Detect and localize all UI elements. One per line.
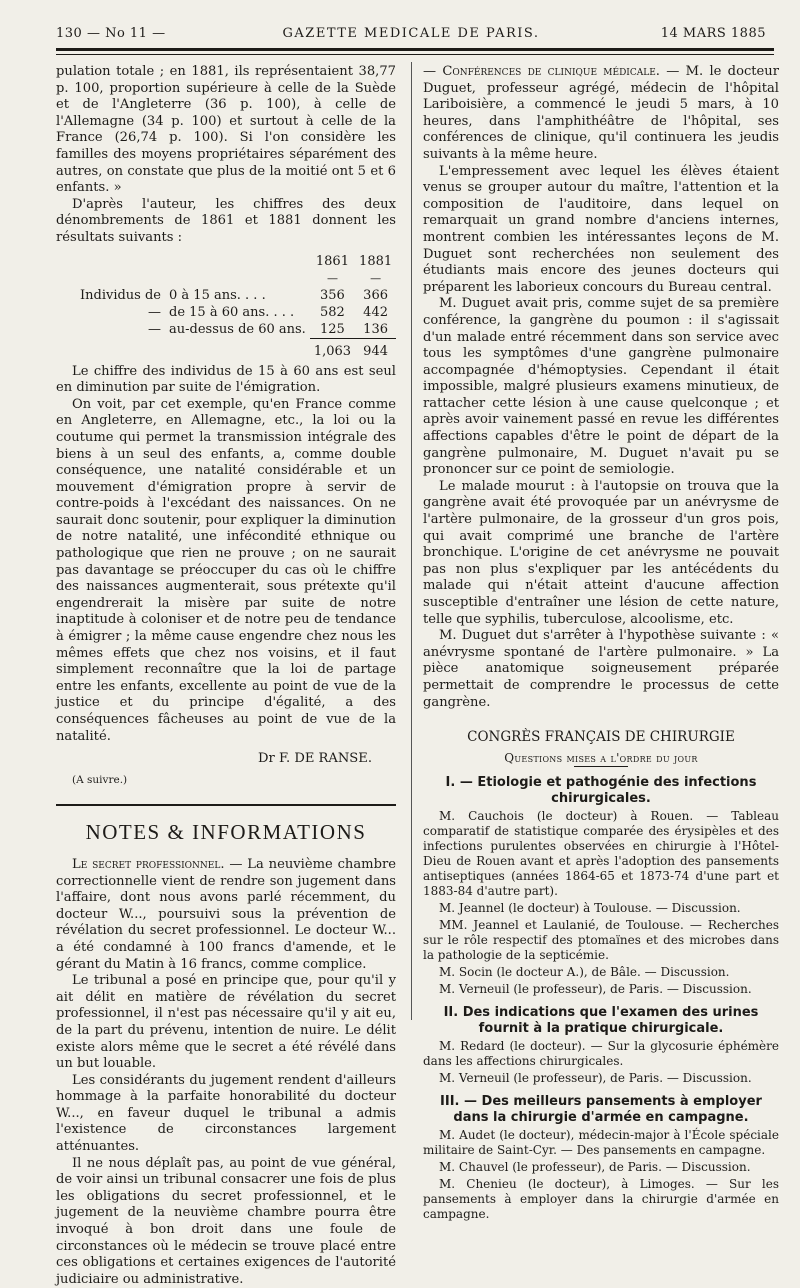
header-rule-thick <box>56 48 774 51</box>
table-row: — de 15 à 60 ans. . . . 582 442 <box>148 304 388 320</box>
paragraph: D'après l'auteur, les chiffres des deux dénombrements de 1861 et 1881 donnent les résultats suivants : <box>56 196 396 245</box>
paragraph: Le tribunal a posé en principe que, pour qu'il y ait délit en matière de révélation du secret professionnel, il n'est pas nécessaire qu'il y ait eu, de la part du prévenu, intention de nuire. Le délit existe alors même que le secret a été révélé dans un but louable. <box>56 973 396 1072</box>
questions-subtitle: Questions mises a l'ordre du jour <box>504 750 698 765</box>
left-column <box>56 64 396 1288</box>
question-title: II. Des indications que l'examen des urines fournit à la pratique chirurgicale. <box>443 1005 759 1037</box>
paragraph-lead: Le secret professionnel. <box>72 856 225 872</box>
page-number: 130 — No 11 — <box>56 26 166 41</box>
list-item: M. Audet (le docteur), médecin-major à l'École spéciale militaire de Saint-Cyr. — Des pansements en campagne. <box>423 1128 779 1158</box>
question-items <box>423 1128 779 1222</box>
paragraph: L'empressement avec lequel les élèves étaient venus se grouper autour du maître, l'attention et la composition de l'auditoire, dans lequel on remarquait un grand nombre d'anciens internes, montrent combien les intéressantes leçons de M. Duguet sont recherchées non seulement des étudiants mais encore des jeunes docteurs qui préparent les laborieux concours du Bureau central. <box>423 163 779 295</box>
list-item: MM. Jeannel et Laulanié, de Toulouse. — Recherches sur le rôle respectif des ptomaïnes et des microbes dans la pathologie de la septicémie. <box>423 918 779 963</box>
journal-title: GAZETTE MEDICALE DE PARIS. <box>282 26 540 41</box>
congress-title: CONGRÈS FRANÇAIS DE CHIRURGIE <box>467 729 735 746</box>
paragraph: Le secret professionnel. — La neuvième chambre correctionnelle vient de rendre son jugement dans l'affaire, dont nous avons parlé récemment, du docteur W..., poursuivi sous la prévention de révélation du secret professionnel. Le docteur W... a été condamné à 100 francs d'amende, et le gérant du Matin à 16 francs, comme complice. <box>56 856 396 972</box>
list-item: M. Verneuil (le professeur), de Paris. — Discussion. <box>439 1071 752 1086</box>
table-total-row: 1,063 944 <box>313 343 388 359</box>
to-be-continued: (A suivre.) <box>72 773 128 786</box>
question-items <box>423 809 779 997</box>
paragraph-lead: — Conférences de clinique médicale. <box>423 64 660 79</box>
short-rule <box>574 766 628 767</box>
column-header: 1861 <box>315 253 349 269</box>
issue-date: 14 MARS 1885 <box>660 26 766 41</box>
column-separator <box>411 62 412 1020</box>
paragraph: Le malade mourut : à l'autopsie on trouva que la gangrène avait été provoquée par un anévrysme de l'artère pulmonaire, de la grosseur d'un gros pois, qui avait comprimé une branche de l'artère bronchique. L'origine de cet anévrysme ne pouvait pas non plus s'expliquer par les antécédents du malade qui n'était atteint d'aucune affection susceptible d'entraîner une lésion de cette nature, telle que syphilis, tuberculose, alcoolisme, etc. <box>423 478 779 627</box>
header-dash: — <box>370 271 382 285</box>
section-divider <box>56 804 396 806</box>
question-title: III. — Des meilleurs pansements à employer dans la chirurgie d'armée en campagne. <box>440 1094 762 1126</box>
list-item: M. Verneuil (le professeur), de Paris. — Discussion. <box>439 982 752 997</box>
question-title: I. — Etiologie et pathogénie des infections chirurgicales. <box>445 775 757 807</box>
census-table <box>76 253 396 360</box>
paragraph: pulation totale ; en 1881, ils représentaient 38,77 p. 100, proportion supérieure à celle de la Suède et de l'Angleterre (36 p. 100), à celle de l'Allemagne (34 p. 100) et surtout à celle de la France (26,74 p. 100). Si l'on considère les familles des moyens propriétaires séparément des autres, on constate que plus de la moitié ont 5 et 6 enfants. » <box>56 64 396 196</box>
list-item: M. Cauchois (le docteur) à Rouen. — Tableau comparatif de statistique comparée des érysipèles et des infections purulentes observées en chirurgie à l'Hôtel-Dieu de Rouen avant et après l'adoption des pansements antiseptiques (années 1864-65 et 1873-74 d'une part et 1883-84 d'autre part). <box>423 809 779 899</box>
running-header <box>56 26 766 46</box>
paragraph: M. Duguet dut s'arrêter à l'hypothèse suivante : « anévrysme spontané de l'artère pulmonaire. » La pièce anatomique soigneusement préparée permettait de comprendre le processus de cette gangrène. <box>423 628 779 710</box>
paragraph: On voit, par cet exemple, qu'en France comme en Angleterre, en Allemagne, etc., la loi ou la coutume qui permet la transmission intégrale des biens à un seul des enfants, a, comme double conséquence, une natalité considérable et un mouvement d'émigration propre à servir de contre-poids à l'excédant des naissances. On ne saurait donc soutenir, pour expliquer la diminution de notre natalité, une infécondité ethnique ou pathologique que rien ne prouve ; on ne saurait pas davantage se préoccuper du cas où le chiffre des naissances augmenterait, sous prétexte qu'il engendrerait la misère par suite de notre inaptitude à coloniser et de notre peu de tendance à émigrer ; la même cause engendre chez nous les mêmes effets que chez nos voisins, et il faut simplement reconnaître que la loi de partage entre les enfants, excellente au point de vue de la justice et du principe d'égalité, a des conséquences fâcheuses au point de vue de la natalité. <box>56 396 396 744</box>
list-item: M. Redard (le docteur). — Sur la glycosurie éphémère dans les affections chirurgicales. <box>423 1039 779 1069</box>
paragraph: M. Duguet avait pris, comme sujet de sa première conférence, la gangrène du poumon : il s'agissait d'un malade entré récemment dans son service avec tous les symptômes d'une gangrène pulmonaire accompagnée d'hémoptysies. Cependant il était impossible, malgré plusieurs examens minutieux, de rattacher cette lésion à une cause quelconque ; et après avoir vainement passé en revue les différentes affections capables d'être le point de départ de la gangrène pulmonaire, M. Duguet n'avait pu se prononcer sur ce point de semiologie. <box>423 296 779 478</box>
column-header: 1881 <box>359 253 393 269</box>
list-item: M. Chenieu (le docteur), à Limoges. — Sur les pansements à employer dans la chirurgie d'armée en campagne. <box>423 1177 779 1222</box>
list-item: M. Socin (le docteur A.), de Bâle. — Discussion. <box>439 965 730 980</box>
table-row: Individus de 0 à 15 ans. . . . 356 366 <box>80 287 388 303</box>
paragraph: — Conférences de clinique médicale. — M. le docteur Duguet, professeur agrégé, médecin de l'hôpital Lariboisière, a commencé le jeudi 5 mars, à 10 heures, dans l'amphithéâtre de l'hôpital, ses conférences de clinique, qu'il continuera les jeudis suivants à la même heure. <box>423 64 779 162</box>
author-signature: Dr F. DE RANSE. <box>258 751 372 767</box>
right-column <box>423 64 779 1222</box>
header-rule-thin <box>56 54 774 55</box>
list-item: M. Jeannel (le docteur) à Toulouse. — Discussion. <box>439 901 741 916</box>
paragraph: Le chiffre des individus de 15 à 60 ans est seul en diminution par suite de l'émigration. <box>56 363 396 396</box>
table-row: — au-dessus de 60 ans. 125 136 <box>76 321 396 339</box>
header-dash: — <box>326 271 338 285</box>
list-item: M. Chauvel (le professeur), de Paris. — Discussion. <box>439 1160 751 1175</box>
paragraph: Les considérants du jugement rendent d'ailleurs hommage à la parfaite honorabilité du docteur W..., en faveur duquel le tribunal a admis l'existence de circonstances largement atténuantes. <box>56 1072 396 1155</box>
question-items <box>423 1039 779 1086</box>
paragraph: Il ne nous déplaît pas, au point de vue général, de voir ainsi un tribunal consacrer une fois de plus les obligations du secret professionnel, et le jugement de la neuvième chambre pourra être invoqué à bon droit dans une foule de circonstances où le médecin se trouve placé entre ces obligations et certaines exigences de l'autorité judiciaire ou administrative. <box>56 1155 396 1287</box>
section-title: NOTES & INFORMATIONS <box>85 820 367 845</box>
